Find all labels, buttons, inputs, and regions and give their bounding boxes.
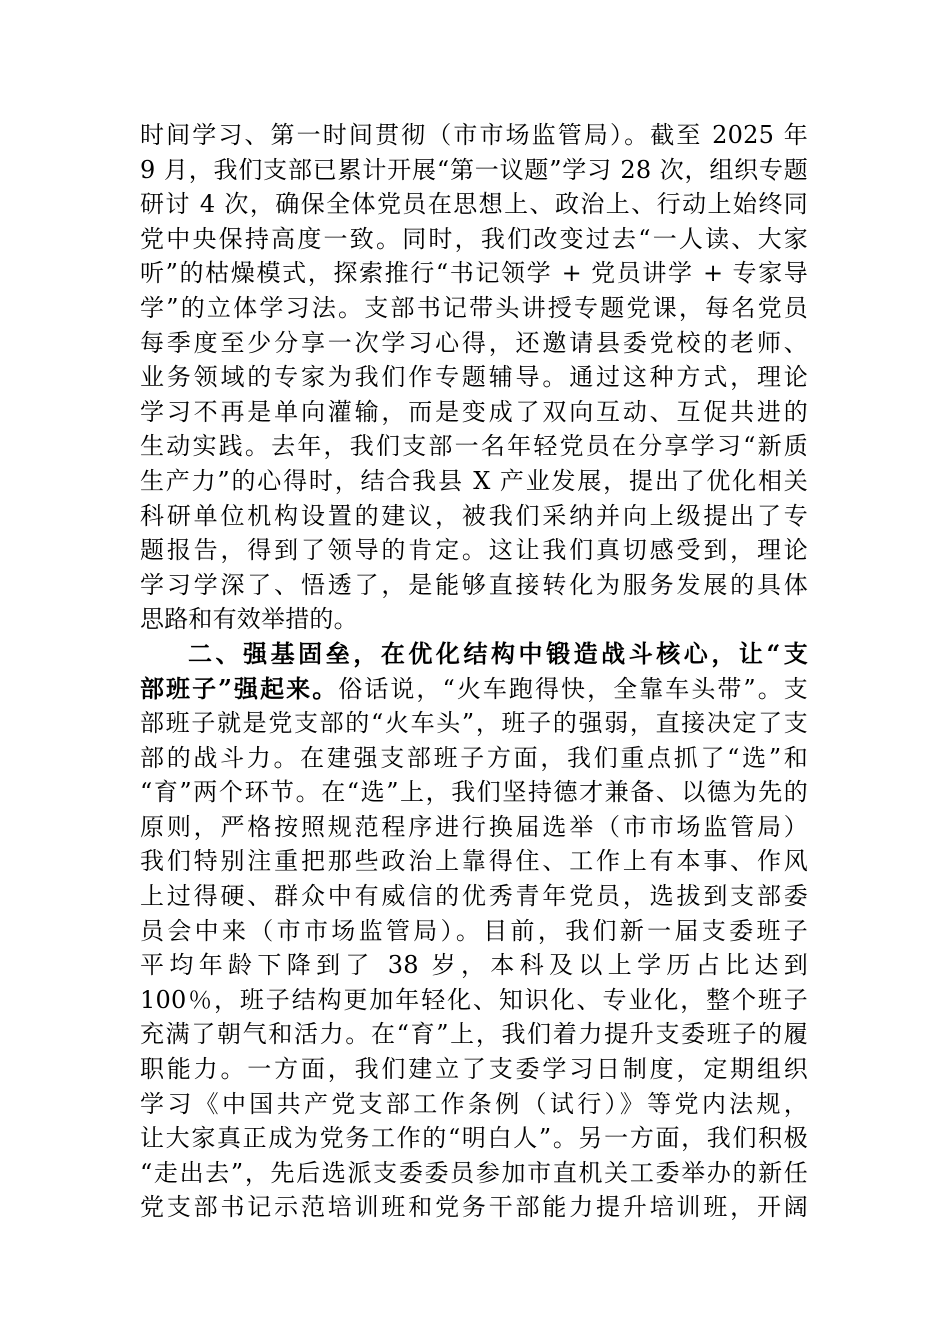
text-line: 部班子就是党支部的“火车头”，班子的强弱，直接决定了支	[140, 709, 808, 738]
text-line: 原则，严格按照规范程序进行换届选举（市市场监管局）	[140, 812, 808, 841]
text-line: 每季度至少分享一次学习心得，还邀请县委党校的老师、	[140, 328, 808, 357]
section-heading-part1: 二、强基固垒，在优化结构中锻造战斗核心，让“支	[188, 638, 808, 668]
text-line: 员会中来（市市场监管局）。目前，我们新一届支委班子	[140, 916, 808, 945]
text-line: “走出去”，先后选派支委委员参加市直机关工委举办的新任	[140, 1158, 808, 1187]
text-line: 时间学习、第一时间贯彻（市市场监管局）。截至 2025 年	[140, 121, 808, 149]
text-line: 学习《中国共产党支部工作条例（试行）》等党内法规，	[140, 1089, 808, 1118]
text-line: 党中央保持高度一致。同时，我们改变过去“一人读、大家	[140, 224, 808, 253]
text-line: 9 月，我们支部已累计开展“第一议题”学习 28 次，组织专题	[140, 155, 808, 184]
text-line: 让大家真正成为党务工作的“明白人”。另一方面，我们积极	[140, 1124, 808, 1153]
text-line: 思路和有效举措的。	[140, 605, 358, 634]
text-line: 科研单位机构设置的建议，被我们采纳并向上级提出了专	[140, 501, 808, 530]
text-line: 我们特别注重把那些政治上靠得住、工作上有本事、作风	[140, 847, 808, 876]
text-line: 平均年龄下降到了 38 岁，本科及以上学历占比达到	[140, 951, 808, 980]
text-line: 职能力。一方面，我们建立了支委学习日制度，定期组织	[140, 1055, 808, 1084]
text-line: 部的战斗力。在建强支部班子方面，我们重点抓了“选”和	[140, 743, 808, 772]
text-line: 研讨 4 次，确保全体党员在思想上、政治上、行动上始终同	[140, 190, 808, 219]
text-line: 学习不再是单向灌输，而是变成了双向互动、互促共进的	[140, 397, 808, 426]
text-line: 学”的立体学习法。支部书记带头讲授专题党课，每名党员	[140, 293, 808, 322]
text-line: 充满了朝气和活力。在“育”上，我们着力提升支委班子的履	[140, 1020, 808, 1049]
text-line: 业务领域的专家为我们作专题辅导。通过这种方式，理论	[140, 363, 808, 392]
paragraph-2-heading-line	[140, 637, 808, 672]
text-line: “育”两个环节。在“选”上，我们坚持德才兼备、以德为先的	[140, 778, 808, 807]
text-line: 学习学深了、悟透了，是能够直接转化为服务发展的具体	[140, 570, 808, 599]
section-heading-part2: 部班子”强起来。	[140, 673, 339, 703]
paragraph-2	[140, 637, 808, 1225]
paragraph-2-line	[140, 672, 808, 707]
document-page	[140, 118, 808, 1225]
text-line: 生动实践。去年，我们支部一名年轻党员在分享学习“新质	[140, 432, 808, 461]
text-line: 上过得硬、群众中有威信的优秀青年党员，选拔到支部委	[140, 882, 808, 911]
paragraph-2-body	[140, 706, 808, 1225]
text-line: 题报告，得到了领导的肯定。这让我们真切感受到，理论	[140, 536, 808, 565]
text-line: 听”的枯燥模式，探索推行“书记领学 + 党员讲学 + 专家导	[140, 259, 808, 288]
body-text: 俗话说，“火车跑得快，全靠车头带”。支	[338, 674, 809, 703]
text-line: 党支部书记示范培训班和党务干部能力提升培训班，开阔	[140, 1193, 808, 1222]
paragraph-1	[140, 118, 808, 637]
text-line: 生产力”的心得时，结合我县 X 产业发展，提出了优化相关	[140, 466, 808, 495]
text-line: 100％，班子结构更加年轻化、知识化、专业化，整个班子	[140, 985, 808, 1014]
